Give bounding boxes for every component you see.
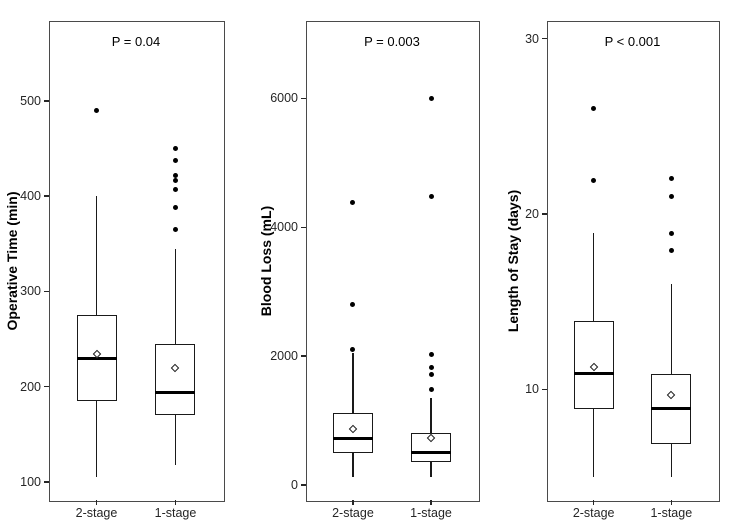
y-tick-mark — [542, 38, 547, 40]
lower-whisker — [175, 415, 177, 465]
y-tick-mark — [44, 386, 49, 388]
x-tick-label: 1-stage — [410, 506, 452, 520]
y-tick-mark — [301, 98, 306, 100]
upper-whisker — [430, 398, 432, 433]
x-tick-mark — [430, 500, 432, 505]
lower-whisker — [352, 453, 354, 477]
outlier-dot — [429, 365, 434, 370]
panel-border — [49, 21, 225, 502]
p-value-label: P = 0.04 — [111, 34, 161, 49]
y-tick-mark — [301, 484, 306, 486]
y-tick-mark — [44, 100, 49, 102]
median-line — [651, 407, 691, 410]
x-tick-label: 2-stage — [332, 506, 374, 520]
x-tick-label: 2-stage — [572, 506, 615, 520]
y-tick-label: 4000 — [270, 220, 298, 235]
lower-whisker — [671, 444, 673, 477]
x-tick-label: 2-stage — [75, 506, 118, 520]
upper-whisker — [671, 284, 673, 373]
y-axis-title: Blood Loss (mL) — [258, 205, 274, 316]
x-tick-mark — [593, 500, 595, 505]
median-line — [333, 437, 373, 440]
y-tick-mark — [44, 481, 49, 483]
upper-whisker — [593, 233, 595, 321]
lower-whisker — [430, 462, 432, 477]
box — [155, 344, 195, 415]
panel-border — [547, 21, 720, 502]
y-tick-mark — [301, 227, 306, 229]
x-tick-mark — [671, 500, 673, 505]
y-tick-mark — [542, 213, 547, 215]
outlier-dot — [173, 187, 178, 192]
outlier-dot — [173, 227, 178, 232]
y-tick-label: 300 — [20, 284, 41, 299]
y-tick-label: 2000 — [270, 349, 298, 364]
p-value-label: P = 0.003 — [364, 34, 420, 49]
x-tick-mark — [175, 500, 177, 505]
y-tick-label: 10 — [525, 382, 539, 397]
y-tick-label: 100 — [20, 474, 41, 489]
y-tick-label: 500 — [20, 93, 41, 108]
x-tick-mark — [96, 500, 98, 505]
outlier-dot — [669, 194, 674, 199]
y-tick-label: 30 — [525, 31, 539, 46]
outlier-dot — [94, 108, 99, 113]
median-line — [411, 451, 451, 454]
outlier-dot — [669, 231, 674, 236]
y-tick-mark — [44, 195, 49, 197]
median-line — [155, 391, 195, 394]
y-tick-label: 20 — [525, 207, 539, 221]
outlier-dot — [429, 194, 434, 199]
outlier-dot — [173, 173, 178, 178]
upper-whisker — [96, 196, 98, 315]
median-line — [574, 372, 614, 375]
upper-whisker — [175, 249, 177, 344]
x-tick-mark — [352, 500, 354, 505]
outlier-dot — [429, 387, 434, 392]
y-tick-label: 6000 — [270, 91, 298, 106]
upper-whisker — [352, 353, 354, 413]
outlier-dot — [429, 96, 434, 101]
p-value-label: P < 0.001 — [604, 34, 661, 49]
lower-whisker — [96, 401, 98, 477]
y-axis-title: Operative Time (min) — [4, 190, 20, 331]
y-tick-label: 0 — [291, 478, 298, 493]
y-tick-label: 400 — [20, 189, 41, 204]
lower-whisker — [593, 409, 595, 477]
y-tick-mark — [301, 355, 306, 357]
y-tick-mark — [44, 291, 49, 293]
y-axis-title: Length of Stay (days) — [505, 189, 521, 332]
x-tick-label: 1-stage — [154, 506, 197, 520]
y-tick-label: 200 — [20, 379, 41, 394]
y-tick-mark — [542, 389, 547, 391]
x-tick-label: 1-stage — [650, 506, 693, 520]
